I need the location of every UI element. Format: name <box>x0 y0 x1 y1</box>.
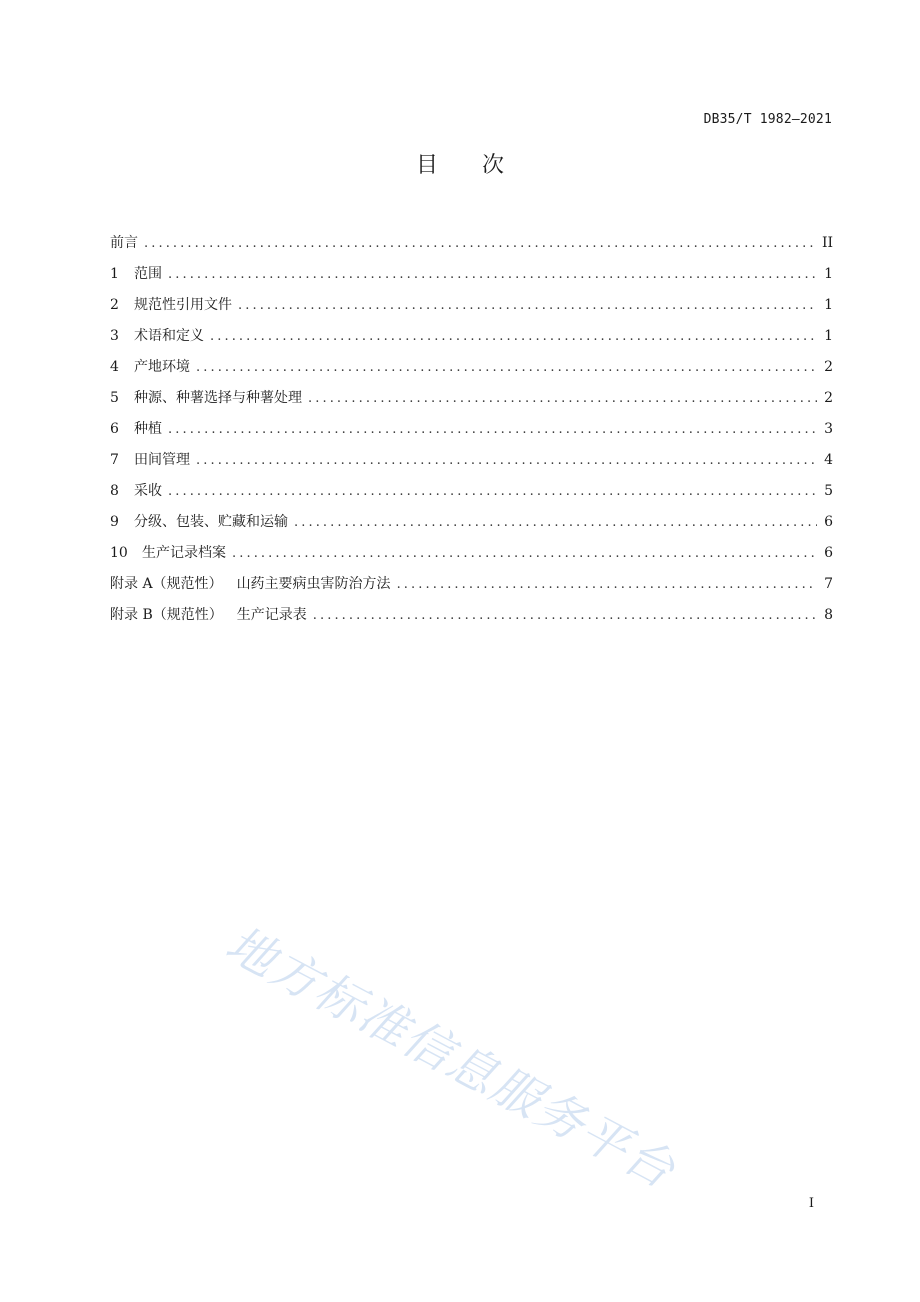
watermark: 地方标准信息服务平台 <box>216 915 685 1200</box>
toc-entry-page: 2 <box>824 359 833 375</box>
page-title: 目次 <box>415 153 548 178</box>
toc-leader-dots <box>168 264 817 286</box>
standard-code: DB35/T 1982—2021 <box>703 112 832 127</box>
toc-leader-dots <box>168 481 817 503</box>
toc-entry-label: 前言 <box>110 235 138 251</box>
toc-entry-9[interactable] <box>110 511 833 542</box>
toc-entry-label: 采收 <box>134 483 162 499</box>
toc-entry-appendix-a[interactable] <box>110 573 833 604</box>
table-of-contents <box>110 232 833 635</box>
toc-entry-page: 2 <box>824 390 833 406</box>
toc-entry-foreword[interactable] <box>110 232 833 263</box>
toc-entry-1[interactable] <box>110 263 833 294</box>
toc-entry-label: 田间管理 <box>134 452 190 468</box>
toc-entry-3[interactable] <box>110 325 833 356</box>
toc-entry-label: 范围 <box>134 266 162 282</box>
toc-entry-appendix-b[interactable] <box>110 604 833 635</box>
toc-entry-number: 7 <box>110 452 119 468</box>
page-number: I <box>808 1196 814 1211</box>
toc-entry-page: 7 <box>824 576 833 592</box>
toc-entry-label: 规范性引用文件 <box>134 297 232 313</box>
toc-entry-number: 5 <box>110 390 119 406</box>
toc-entry-label: 术语和定义 <box>134 328 204 344</box>
toc-entry-page: 6 <box>824 514 833 530</box>
toc-entry-page: 1 <box>824 297 833 313</box>
toc-entry-number: 9 <box>110 514 119 530</box>
toc-entry-4[interactable] <box>110 356 833 387</box>
toc-leader-dots <box>308 388 817 410</box>
toc-entry-number: 1 <box>110 266 119 282</box>
toc-entry-8[interactable] <box>110 480 833 511</box>
toc-entry-page: 5 <box>824 483 833 499</box>
toc-leader-dots <box>168 419 817 441</box>
toc-entry-number: 3 <box>110 328 119 344</box>
toc-leader-dots <box>397 574 817 596</box>
toc-leader-dots <box>196 357 817 379</box>
toc-entry-6[interactable] <box>110 418 833 449</box>
toc-entry-number: 6 <box>110 421 119 437</box>
toc-entry-2[interactable] <box>110 294 833 325</box>
toc-leader-dots <box>210 326 817 348</box>
toc-entry-page: 1 <box>824 266 833 282</box>
toc-entry-page: 6 <box>824 545 833 561</box>
toc-entry-label: 生产记录档案 <box>142 545 226 561</box>
toc-leader-dots <box>232 543 817 565</box>
toc-entry-label: 种植 <box>134 421 162 437</box>
toc-entry-number: 8 <box>110 483 119 499</box>
toc-entry-7[interactable] <box>110 449 833 480</box>
toc-leader-dots <box>294 512 817 534</box>
toc-entry-10[interactable] <box>110 542 833 573</box>
toc-entry-page: 3 <box>824 421 833 437</box>
toc-leader-dots <box>313 605 817 627</box>
toc-entry-page: 1 <box>824 328 833 344</box>
toc-entry-page: II <box>821 235 833 251</box>
toc-entry-number: 4 <box>110 359 119 375</box>
toc-leader-dots <box>238 295 817 317</box>
toc-entry-5[interactable] <box>110 387 833 418</box>
toc-appendix-tag: 附录 B（规范性） <box>110 607 223 623</box>
toc-leader-dots <box>144 233 816 255</box>
toc-entry-number: 2 <box>110 297 119 313</box>
toc-appendix-tag: 附录 A（规范性） <box>110 576 223 592</box>
toc-entry-label: 分级、包装、贮藏和运输 <box>134 514 288 530</box>
toc-entry-label: 山药主要病虫害防治方法 <box>236 576 391 592</box>
toc-entry-page: 8 <box>824 607 833 623</box>
toc-entry-label: 种源、种薯选择与种薯处理 <box>134 390 302 406</box>
toc-leader-dots <box>196 450 817 472</box>
toc-entry-number: 10 <box>110 545 128 561</box>
toc-entry-page: 4 <box>824 452 833 468</box>
toc-entry-label: 生产记录表 <box>236 607 307 623</box>
toc-entry-label: 产地环境 <box>134 359 190 375</box>
